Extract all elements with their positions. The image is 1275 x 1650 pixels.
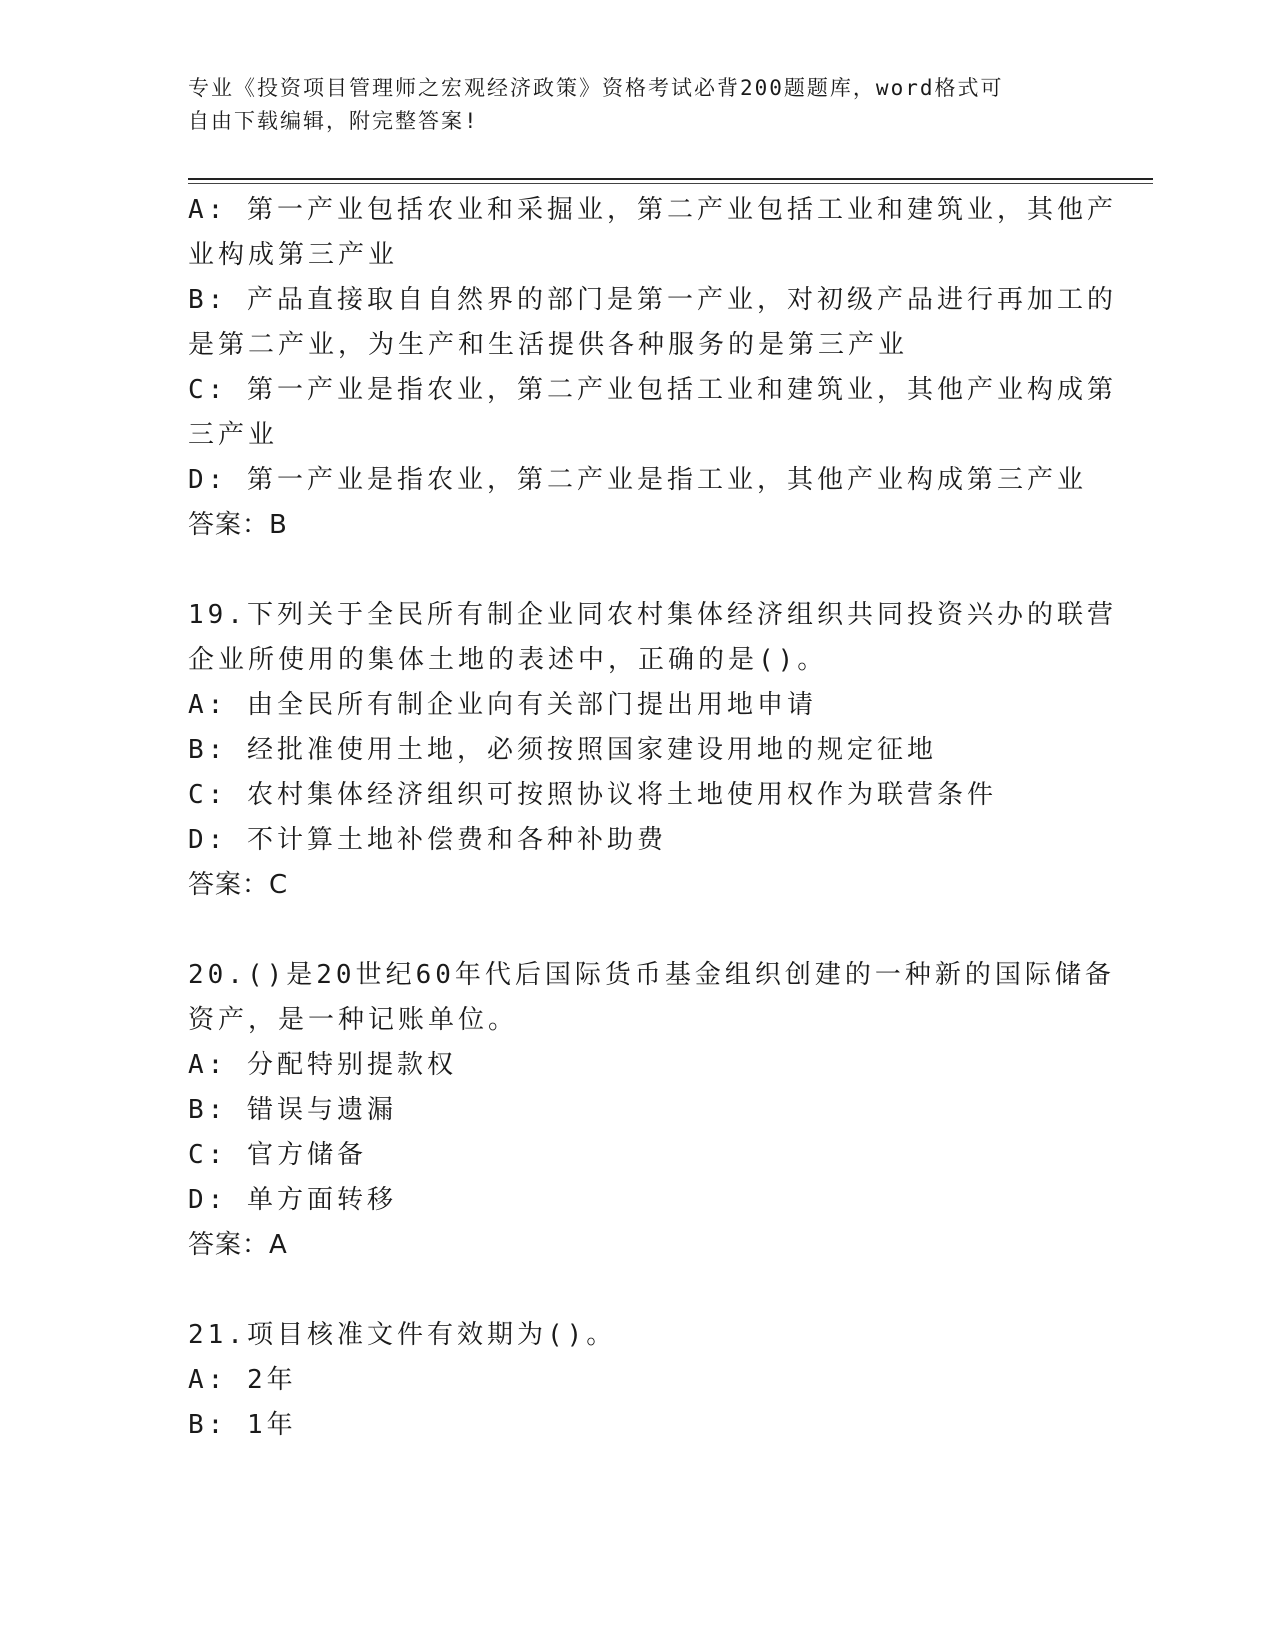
q18-answer: 答案：B bbox=[188, 510, 288, 540]
q20-stem-line-2: 资产，是一种记账单位。 bbox=[188, 1005, 519, 1035]
header-rule-thick bbox=[188, 178, 1153, 180]
question-19-block bbox=[188, 593, 1117, 908]
spacer bbox=[188, 908, 1078, 953]
q18-option-c-line-1: C: 第一产业是指农业，第二产业包括工业和建筑业，其他产业构成第 bbox=[188, 375, 1117, 405]
q21-option-a: A: 2年 bbox=[188, 1365, 297, 1395]
q20-stem-line-1: 20.()是20世纪60年代后国际货币基金组织创建的一种新的国际储备 bbox=[188, 960, 1115, 990]
spacer bbox=[188, 548, 1078, 593]
q18-option-d: D: 第一产业是指农业，第二产业是指工业，其他产业构成第三产业 bbox=[188, 465, 1087, 495]
q20-option-d: D: 单方面转移 bbox=[188, 1185, 397, 1215]
question-21-block bbox=[188, 1313, 1078, 1448]
q18-option-c-line-2: 三产业 bbox=[188, 420, 279, 450]
question-list bbox=[188, 188, 1117, 1448]
q18-option-a-line-1: A: 第一产业包括农业和采掘业，第二产业包括工业和建筑业，其他产 bbox=[188, 195, 1117, 225]
header-rule-thin bbox=[188, 183, 1153, 184]
question-20-block bbox=[188, 953, 1115, 1268]
q19-answer: 答案：C bbox=[188, 870, 289, 900]
q21-option-b: B: 1年 bbox=[188, 1410, 297, 1440]
q19-stem-line-2: 企业所使用的集体土地的表述中，正确的是()。 bbox=[188, 645, 828, 675]
q19-option-a: A: 由全民所有制企业向有关部门提出用地申请 bbox=[188, 690, 817, 720]
q19-stem-line-1: 19.下列关于全民所有制企业同农村集体经济组织共同投资兴办的联营 bbox=[188, 600, 1117, 630]
q19-option-c: C: 农村集体经济组织可按照协议将土地使用权作为联营条件 bbox=[188, 780, 997, 810]
header-line-2: 自由下载编辑，附完整答案! bbox=[188, 109, 479, 133]
q20-answer: 答案：A bbox=[188, 1230, 288, 1260]
question-18-block bbox=[188, 188, 1117, 548]
q21-stem: 21.项目核准文件有效期为()。 bbox=[188, 1320, 617, 1350]
spacer bbox=[188, 1268, 1078, 1313]
q20-option-c: C: 官方储备 bbox=[188, 1140, 367, 1170]
q20-option-a: A: 分配特别提款权 bbox=[188, 1050, 457, 1080]
page-header bbox=[188, 72, 1068, 138]
q20-option-b: B: 错误与遗漏 bbox=[188, 1095, 397, 1125]
header-line-1: 专业《投资项目管理师之宏观经济政策》资格考试必背200题题库，word格式可 bbox=[188, 76, 1004, 100]
q18-option-b-line-1: B: 产品直接取自自然界的部门是第一产业，对初级产品进行再加工的 bbox=[188, 285, 1117, 315]
q18-option-a-line-2: 业构成第三产业 bbox=[188, 240, 399, 270]
q19-option-b: B: 经批准使用土地，必须按照国家建设用地的规定征地 bbox=[188, 735, 937, 765]
q18-option-b-line-2: 是第二产业，为生产和生活提供各种服务的是第三产业 bbox=[188, 330, 909, 360]
q19-option-d: D: 不计算土地补偿费和各种补助费 bbox=[188, 825, 667, 855]
